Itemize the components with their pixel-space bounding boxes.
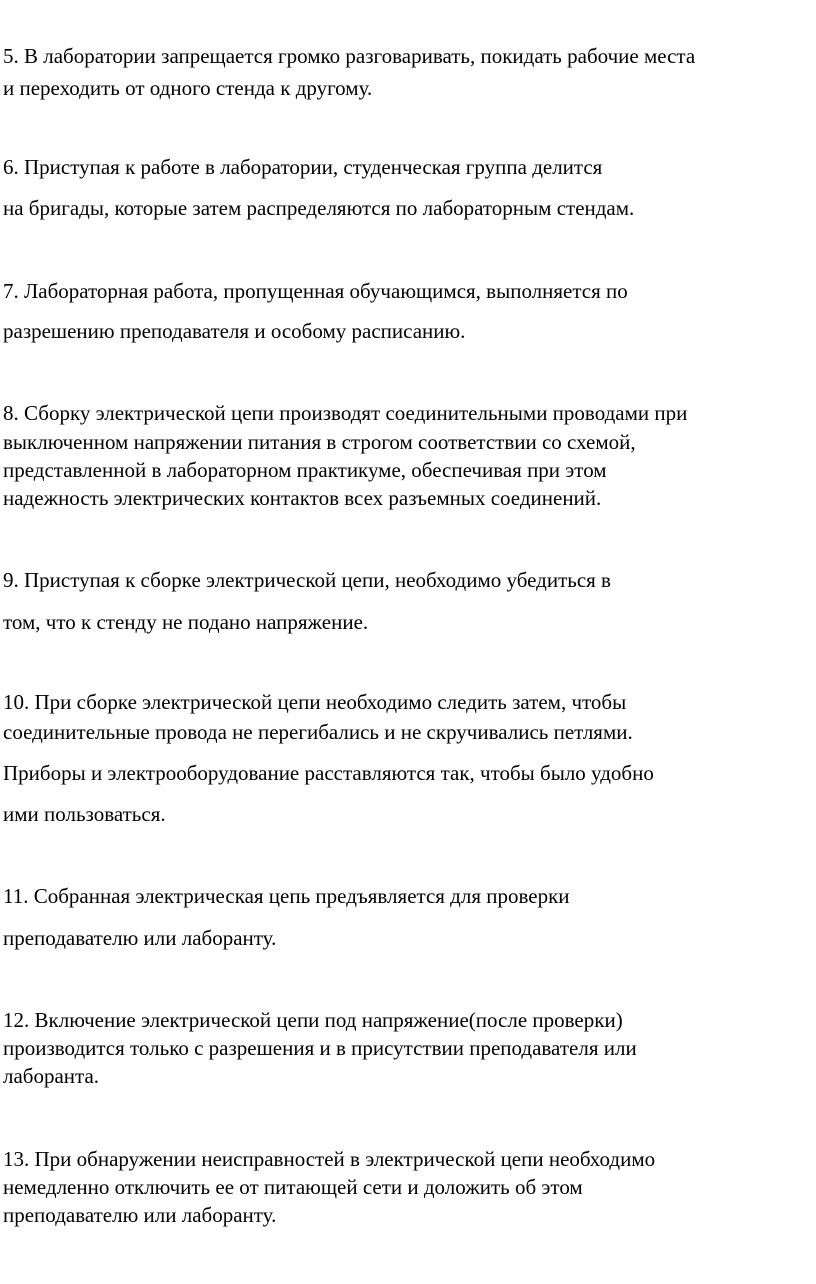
rule-6-line-1: 6. Приступая к работе в лаборатории, студенческая группа делится: [3, 155, 603, 179]
rule-12-line-2: производится только с разрешения и в присутствии преподавателя или: [3, 1036, 637, 1060]
rule-7-line-2: разрешению преподавателя и особому расписанию.: [3, 319, 466, 343]
rule-8-line-3: представленной в лабораторном практикуме, обеспечивая при этом: [3, 458, 607, 482]
rule-13-line-1: 13. При обнаружении неисправностей в электрической цепи необходимо: [3, 1147, 656, 1171]
rule-5-line-1: 5. В лаборатории запрещается громко разговаривать, покидать рабочие места: [3, 44, 696, 68]
rule-10-line-2: соединительные провода не перегибались и не скручивались петлями.: [3, 720, 633, 744]
rule-8-line-4: надежность электрических контактов всех разъемных соединений.: [3, 486, 602, 510]
rule-6-line-2: на бригады, которые затем распределяются по лабораторным стендам.: [3, 196, 635, 220]
rule-12-line-3: лаборанта.: [3, 1064, 100, 1088]
rule-9-line-1: 9. Приступая к сборке электрической цепи, необходимо убедиться в: [3, 568, 611, 592]
rule-8-line-1: 8. Сборку электрической цепи производят соединительными проводами при: [3, 401, 688, 425]
rule-9-line-2: том, что к стенду не подано напряжение.: [3, 610, 369, 634]
rule-11-line-1: 11. Собранная электрическая цепь предъявляется для проверки: [3, 884, 570, 908]
rule-7-line-1: 7. Лабораторная работа, пропущенная обучающимся, выполняется по: [3, 279, 628, 303]
rule-10-line-3: Приборы и электрооборудование расставляются так, чтобы было удобно: [3, 761, 654, 785]
rule-8-line-2: выключенном напряжении питания в строгом соответствии со схемой,: [3, 430, 636, 454]
rule-13-line-2: немедленно отключить ее от питающей сети и доложить об этом: [3, 1175, 583, 1199]
rule-5-line-2: и переходить от одного стенда к другому.: [3, 76, 373, 100]
rule-10-line-4: ими пользоваться.: [3, 802, 166, 826]
rule-13-line-3: преподавателю или лаборанту.: [3, 1203, 277, 1227]
rule-10-line-1: 10. При сборке электрической цепи необходимо следить затем, чтобы: [3, 690, 627, 714]
rule-11-line-2: преподавателю или лаборанту.: [3, 926, 277, 950]
rule-12-line-1: 12. Включение электрической цепи под напряжение(после проверки): [3, 1008, 623, 1032]
